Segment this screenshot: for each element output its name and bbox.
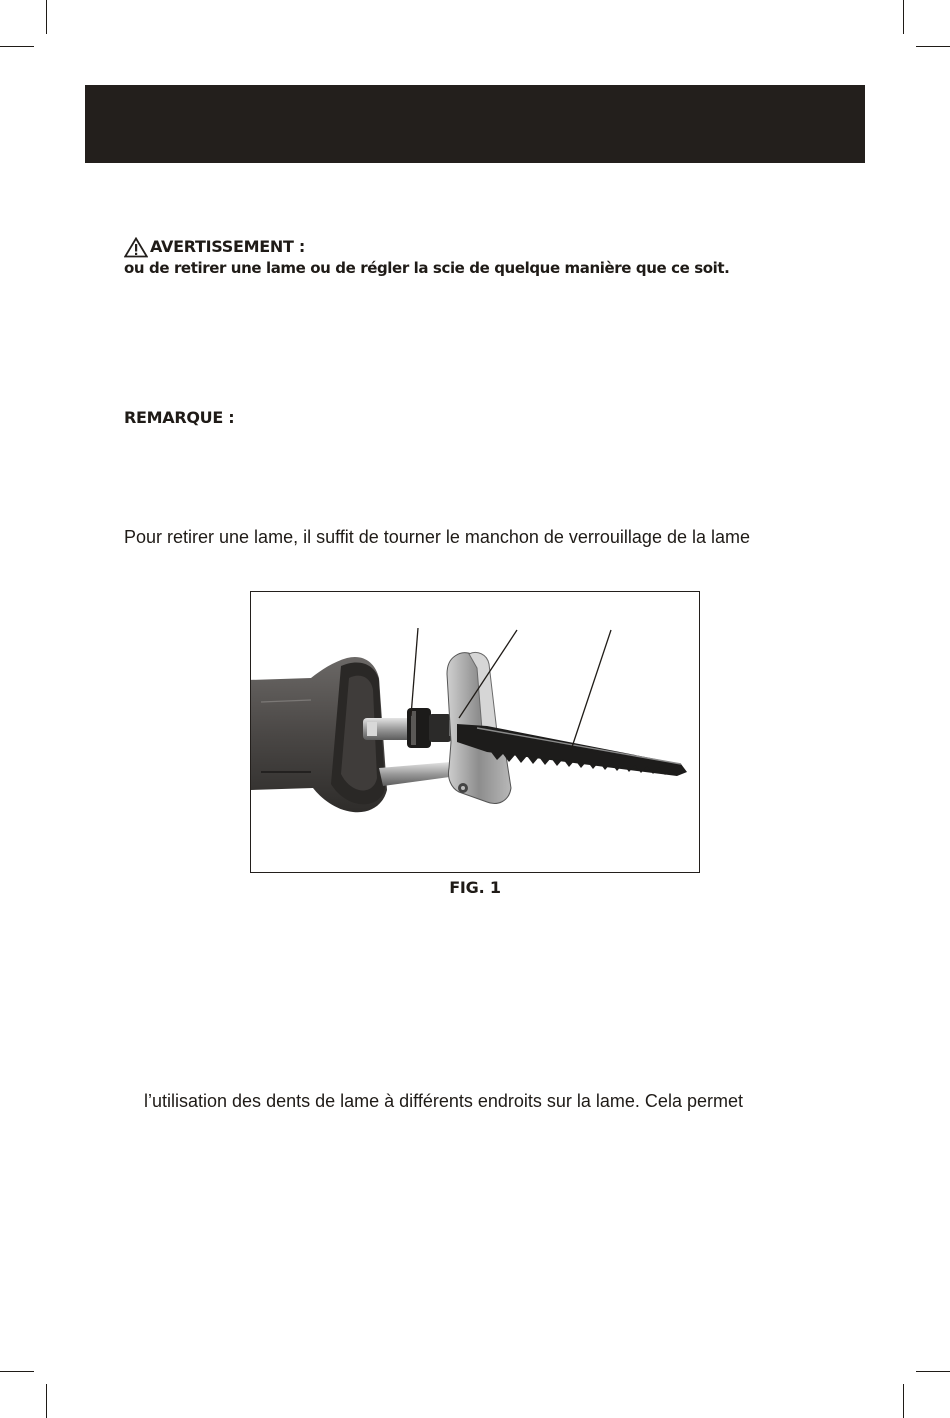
figure-saw-blade-clamp bbox=[250, 591, 700, 873]
crop-mark bbox=[903, 0, 904, 34]
warning-heading bbox=[124, 236, 844, 258]
blade-teeth-paragraph: l’utilisation des dents de lame à différents endroits sur la lame. Cela permet bbox=[144, 1091, 743, 1111]
warning-triangle-icon bbox=[124, 237, 148, 258]
crop-mark bbox=[46, 0, 47, 34]
crop-mark bbox=[916, 1371, 950, 1372]
crop-mark bbox=[916, 46, 950, 47]
reciprocating-saw-illustration bbox=[251, 592, 699, 872]
warning-title: AVERTISSEMENT : bbox=[150, 237, 305, 256]
crop-mark bbox=[0, 46, 34, 47]
crop-mark bbox=[0, 1371, 34, 1372]
figure-caption: FIG. 1 bbox=[449, 878, 501, 897]
remove-blade-paragraph: Pour retirer une lame, il suffit de tourner le manchon de verrouillage de la lame bbox=[124, 527, 751, 547]
note-label: REMARQUE : bbox=[124, 408, 235, 427]
section-header-bar bbox=[85, 85, 865, 163]
crop-mark bbox=[46, 1384, 47, 1418]
warning-text: ou de retirer une lame ou de régler la scie de quelque manière que ce soit. bbox=[124, 259, 730, 277]
crop-mark bbox=[903, 1384, 904, 1418]
warning-block bbox=[124, 236, 844, 278]
